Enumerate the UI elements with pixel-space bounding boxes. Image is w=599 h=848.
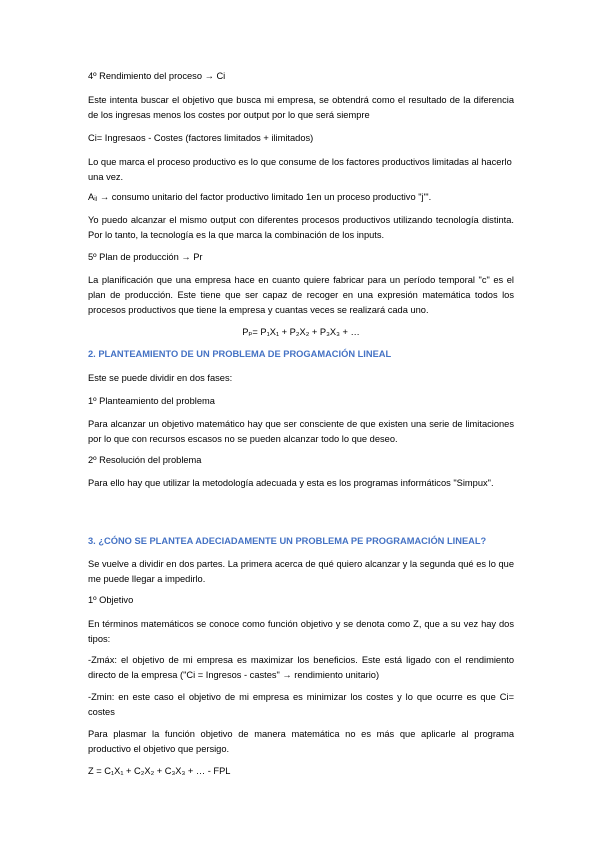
section-4-intro-paragraph: Este intenta buscar el objetivo que busca mi empresa, se obtendrá como el resultado de la diferencia de los ingresas menos los costes por output por lo que será siempre <box>88 95 514 120</box>
fase-1-heading: 1º Planteamiento del problema <box>88 396 215 406</box>
pp-formula: Pₚ= P₁X₁ + P₂X₂ + P₃X₃ + … <box>242 327 360 337</box>
heading-2: 2. PLANTEAMIENTO DE UN PROBLEMA DE PROGAMACIÓN LINEAL <box>88 349 392 359</box>
fases-paragraph: Este se puede dividir en dos fases: <box>88 373 233 383</box>
output-paragraph: Yo puedo alcanzar el mismo output con diferentes procesos productivos utilizando tecnología distinta. Por lo tanto, la tecnología es la que marca la combinación de los inputs. <box>88 215 514 240</box>
ci-formula: Ci= Ingresaos - Costes (factores limitados + ilimitados) <box>88 133 314 143</box>
zmin-paragraph: -Zmin: en este caso el objetivo de mi empresa es minimizar los costes y lo que ocurre es que Ci= costes <box>88 692 514 717</box>
section-5-heading: 5º Plan de producción → Pr <box>88 252 203 262</box>
zmax-paragraph: -Zmáx: el objetivo de mi empresa es maximizar los beneficios. Este está ligado con el rendimiento directo de la empresa ("Ci = Ingresos - castes" → rendimiento unitario) <box>88 655 514 680</box>
objetivo-paragraph: En términos matemáticos se conoce como función objetivo y se denota como Z, que a su vez hay dos tipos: <box>88 619 514 644</box>
section-4-heading: 4º Rendimiento del proceso → Ci <box>88 71 226 81</box>
fase-2-paragraph: Para ello hay que utilizar la metodología adecuada y esta es los programas informáticos "Simpux". <box>88 478 494 488</box>
plan-produccion-paragraph: La planificación que una empresa hace en cuanto quiere fabricar para un período temporal "c" es el plan de producción. Este tiene que ser capaz de recoger en una expresión matemática todos los procesos productivos que tiene la empresa y cuantas veces se realizará cada uno. <box>88 275 514 315</box>
aij-definition: Aᵢⱼ → consumo unitario del factor productivo limitado 1en un proceso productivo "j"'. <box>88 192 432 202</box>
plasmar-paragraph: Para plasmar la función objetivo de manera matemática no es más que aplicarle al programa productivo el objetivo que persigo. <box>88 729 514 754</box>
partes-paragraph: Se vuelve a dividir en dos partes. La primera acerca de qué quiero alcanzar y la segunda qué es lo que me puede llegar a impedirlo. <box>88 559 514 584</box>
fase-2-heading: 2º Resolución del problema <box>88 455 202 465</box>
z-formula: Z = C₁X₁ + C₂X₂ + C₃X₃ + … - FPL <box>88 766 231 776</box>
proceso-productivo-paragraph: Lo que marca el proceso productivo es lo que consume de los factores productivos limitadas al hacerlo una vez. <box>88 157 512 182</box>
heading-3: 3. ¿CÓNO SE PLANTEA ADECIADAMENTE UN PROBLEMA PE PROGRAMACIÓN LINEAL? <box>88 536 487 546</box>
objetivo-heading: 1º Objetivo <box>88 595 134 605</box>
fase-1-paragraph: Para alcanzar un objetivo matemático hay que ser consciente de que existen una serie de limitaciones por lo que con recursos escasos no se pueden alcanzar todo lo que deseo. <box>88 419 514 444</box>
